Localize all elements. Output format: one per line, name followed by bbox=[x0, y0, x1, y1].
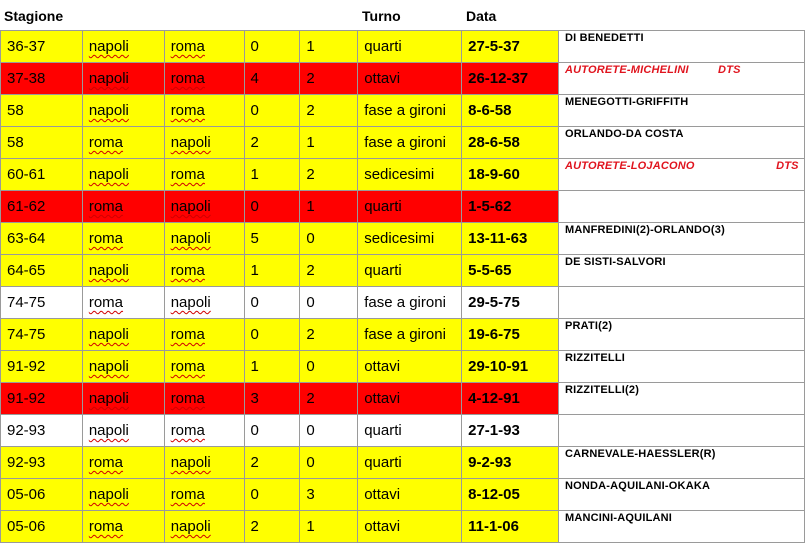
cell-away-goals: 2 bbox=[300, 383, 358, 415]
table-row bbox=[1, 479, 805, 511]
cell-home-goals: 0 bbox=[244, 95, 300, 127]
cell-away-goals: 1 bbox=[300, 511, 358, 543]
cell-away-team bbox=[164, 287, 244, 319]
cell-turno: fase a gironi bbox=[358, 319, 462, 351]
cell-data: 18-9-60 bbox=[462, 159, 559, 191]
cell-marcatori: MANFREDINI(2)-ORLANDO(3) bbox=[558, 223, 804, 255]
team-name: napoli bbox=[88, 326, 129, 343]
cell-away-team bbox=[164, 319, 244, 351]
team-name: roma bbox=[170, 486, 205, 503]
table-row bbox=[1, 383, 805, 415]
cell-home-team bbox=[82, 319, 164, 351]
cell-stagione: 92-93 bbox=[1, 415, 83, 447]
cell-data: 27-5-37 bbox=[462, 31, 559, 63]
team-name: roma bbox=[88, 294, 124, 311]
cell-away-team bbox=[164, 479, 244, 511]
cell-marcatori: DI BENEDETTI bbox=[558, 31, 804, 63]
cell-home-team bbox=[82, 127, 164, 159]
cell-stagione: 05-06 bbox=[1, 511, 83, 543]
cell-home-goals: 4 bbox=[244, 63, 300, 95]
cell-home-goals: 2 bbox=[244, 511, 300, 543]
cell-data: 19-6-75 bbox=[462, 319, 559, 351]
cell-data: 8-6-58 bbox=[462, 95, 559, 127]
cell-data: 11-1-06 bbox=[462, 511, 559, 543]
cell-away-team bbox=[164, 223, 244, 255]
team-name: napoli bbox=[88, 38, 129, 55]
cell-home-team bbox=[82, 223, 164, 255]
cell-away-goals: 0 bbox=[300, 415, 358, 447]
cell-marcatori bbox=[558, 415, 804, 447]
team-name: roma bbox=[88, 518, 124, 535]
cell-turno: ottavi bbox=[358, 351, 462, 383]
cell-turno: fase a gironi bbox=[358, 287, 462, 319]
cell-home-team bbox=[82, 63, 164, 95]
cell-stagione: 74-75 bbox=[1, 319, 83, 351]
team-name: napoli bbox=[88, 262, 129, 279]
table-row bbox=[1, 351, 805, 383]
team-name: napoli bbox=[170, 518, 211, 535]
team-name: napoli bbox=[88, 166, 129, 183]
cell-marcatori: RIZZITELLI bbox=[558, 351, 804, 383]
cell-data: 8-12-05 bbox=[462, 479, 559, 511]
cell-data: 29-10-91 bbox=[462, 351, 559, 383]
cell-marcatori: AUTORETE-LOJACONO DTS bbox=[558, 159, 804, 191]
cell-home-team bbox=[82, 31, 164, 63]
cell-data: 27-1-93 bbox=[462, 415, 559, 447]
cell-home-team bbox=[82, 479, 164, 511]
team-name: roma bbox=[88, 230, 124, 247]
cell-home-goals: 0 bbox=[244, 287, 300, 319]
cell-home-goals: 2 bbox=[244, 127, 300, 159]
team-name: roma bbox=[170, 422, 205, 439]
header-stagione: Stagione bbox=[4, 8, 64, 24]
table-row bbox=[1, 63, 805, 95]
cell-home-team bbox=[82, 255, 164, 287]
team-name: napoli bbox=[170, 454, 211, 471]
cell-turno: quarti bbox=[358, 415, 462, 447]
cell-home-goals: 0 bbox=[244, 191, 300, 223]
team-name: napoli bbox=[88, 486, 129, 503]
table-row bbox=[1, 223, 805, 255]
cell-home-team bbox=[82, 159, 164, 191]
cell-away-goals: 2 bbox=[300, 159, 358, 191]
team-name: napoli bbox=[170, 198, 211, 215]
table-row bbox=[1, 319, 805, 351]
cell-turno: ottavi bbox=[358, 383, 462, 415]
cell-marcatori: NONDA-AQUILANI-OKAKA bbox=[558, 479, 804, 511]
cell-home-goals: 0 bbox=[244, 415, 300, 447]
table-row bbox=[1, 511, 805, 543]
table-header bbox=[0, 0, 805, 30]
cell-away-goals: 1 bbox=[300, 31, 358, 63]
cell-stagione: 58 bbox=[1, 95, 83, 127]
cell-home-goals: 1 bbox=[244, 255, 300, 287]
table-row bbox=[1, 415, 805, 447]
cell-marcatori: DE SISTI-SALVORI bbox=[558, 255, 804, 287]
team-name: roma bbox=[170, 262, 205, 279]
cell-data: 4-12-91 bbox=[462, 383, 559, 415]
cell-turno: sedicesimi bbox=[358, 159, 462, 191]
cell-marcatori: PRATI(2) bbox=[558, 319, 804, 351]
cell-turno: ottavi bbox=[358, 63, 462, 95]
cell-home-goals: 0 bbox=[244, 31, 300, 63]
team-name: roma bbox=[170, 70, 205, 87]
cell-away-team bbox=[164, 383, 244, 415]
table-row bbox=[1, 95, 805, 127]
cell-stagione: 37-38 bbox=[1, 63, 83, 95]
cell-marcatori: MANCINI-AQUILANI bbox=[558, 511, 804, 543]
cell-home-goals: 3 bbox=[244, 383, 300, 415]
team-name: roma bbox=[88, 198, 124, 215]
cell-data: 9-2-93 bbox=[462, 447, 559, 479]
table-row bbox=[1, 447, 805, 479]
table-row bbox=[1, 255, 805, 287]
team-name: napoli bbox=[88, 422, 129, 439]
team-name: napoli bbox=[170, 230, 211, 247]
cell-away-goals: 2 bbox=[300, 255, 358, 287]
cell-stagione: 91-92 bbox=[1, 351, 83, 383]
cell-marcatori: AUTORETE-MICHELINI DTS bbox=[558, 63, 804, 95]
table-row bbox=[1, 191, 805, 223]
cell-stagione: 63-64 bbox=[1, 223, 83, 255]
team-name: napoli bbox=[88, 70, 129, 87]
team-name: roma bbox=[170, 390, 205, 407]
cell-stagione: 36-37 bbox=[1, 31, 83, 63]
team-name: roma bbox=[170, 358, 205, 375]
cell-home-team bbox=[82, 447, 164, 479]
cell-data: 29-5-75 bbox=[462, 287, 559, 319]
team-name: napoli bbox=[88, 358, 129, 375]
header-turno: Turno bbox=[362, 8, 401, 24]
team-name: roma bbox=[88, 134, 124, 151]
cell-data: 28-6-58 bbox=[462, 127, 559, 159]
team-name: napoli bbox=[88, 102, 129, 119]
cell-home-goals: 1 bbox=[244, 351, 300, 383]
cell-home-team bbox=[82, 287, 164, 319]
table-row bbox=[1, 159, 805, 191]
table-row bbox=[1, 127, 805, 159]
table-row bbox=[1, 31, 805, 63]
team-name: roma bbox=[88, 454, 124, 471]
cell-away-team bbox=[164, 95, 244, 127]
cell-away-team bbox=[164, 127, 244, 159]
cell-away-goals: 2 bbox=[300, 63, 358, 95]
cell-data: 26-12-37 bbox=[462, 63, 559, 95]
cell-stagione: 64-65 bbox=[1, 255, 83, 287]
cell-turno: ottavi bbox=[358, 479, 462, 511]
cell-home-goals: 1 bbox=[244, 159, 300, 191]
cell-away-team bbox=[164, 447, 244, 479]
cell-stagione: 05-06 bbox=[1, 479, 83, 511]
cell-data: 5-5-65 bbox=[462, 255, 559, 287]
cell-stagione: 92-93 bbox=[1, 447, 83, 479]
cell-stagione: 91-92 bbox=[1, 383, 83, 415]
cell-home-goals: 2 bbox=[244, 447, 300, 479]
cell-away-goals: 2 bbox=[300, 95, 358, 127]
cell-stagione: 58 bbox=[1, 127, 83, 159]
cell-marcatori: ORLANDO-DA COSTA bbox=[558, 127, 804, 159]
cell-away-team bbox=[164, 159, 244, 191]
team-name: roma bbox=[170, 102, 205, 119]
cell-marcatori: CARNEVALE-HAESSLER(R) bbox=[558, 447, 804, 479]
team-name: napoli bbox=[170, 134, 211, 151]
cell-data: 1-5-62 bbox=[462, 191, 559, 223]
cell-away-goals: 0 bbox=[300, 447, 358, 479]
cell-away-team bbox=[164, 63, 244, 95]
cell-home-team bbox=[82, 511, 164, 543]
table-row bbox=[1, 287, 805, 319]
cell-away-team bbox=[164, 351, 244, 383]
cell-turno: quarti bbox=[358, 191, 462, 223]
cell-home-goals: 0 bbox=[244, 479, 300, 511]
cell-marcatori bbox=[558, 287, 804, 319]
cell-turno: sedicesimi bbox=[358, 223, 462, 255]
cell-away-team bbox=[164, 31, 244, 63]
cell-away-team bbox=[164, 511, 244, 543]
header-data: Data bbox=[466, 8, 497, 24]
cell-turno: fase a gironi bbox=[358, 95, 462, 127]
cell-away-goals: 2 bbox=[300, 319, 358, 351]
cell-away-goals: 1 bbox=[300, 191, 358, 223]
cell-away-goals: 0 bbox=[300, 351, 358, 383]
cell-away-goals: 0 bbox=[300, 287, 358, 319]
team-name: roma bbox=[170, 166, 205, 183]
cell-marcatori: RIZZITELLI(2) bbox=[558, 383, 804, 415]
cell-marcatori bbox=[558, 191, 804, 223]
cell-away-goals: 1 bbox=[300, 127, 358, 159]
cell-turno: quarti bbox=[358, 447, 462, 479]
cell-home-goals: 0 bbox=[244, 319, 300, 351]
match-table bbox=[0, 30, 805, 543]
cell-away-team bbox=[164, 415, 244, 447]
cell-away-goals: 0 bbox=[300, 223, 358, 255]
cell-turno: ottavi bbox=[358, 511, 462, 543]
cell-turno: fase a gironi bbox=[358, 127, 462, 159]
team-name: roma bbox=[170, 38, 205, 55]
cell-home-team bbox=[82, 351, 164, 383]
cell-stagione: 61-62 bbox=[1, 191, 83, 223]
cell-home-goals: 5 bbox=[244, 223, 300, 255]
cell-home-team bbox=[82, 191, 164, 223]
cell-turno: quarti bbox=[358, 31, 462, 63]
cell-away-team bbox=[164, 255, 244, 287]
team-name: napoli bbox=[170, 294, 211, 311]
cell-away-goals: 3 bbox=[300, 479, 358, 511]
cell-marcatori: MENEGOTTI-GRIFFITH bbox=[558, 95, 804, 127]
cell-away-team bbox=[164, 191, 244, 223]
team-name: napoli bbox=[88, 390, 129, 407]
cell-data: 13-11-63 bbox=[462, 223, 559, 255]
cell-turno: quarti bbox=[358, 255, 462, 287]
cell-stagione: 60-61 bbox=[1, 159, 83, 191]
cell-home-team bbox=[82, 415, 164, 447]
cell-stagione: 74-75 bbox=[1, 287, 83, 319]
team-name: roma bbox=[170, 326, 205, 343]
cell-home-team bbox=[82, 95, 164, 127]
cell-home-team bbox=[82, 383, 164, 415]
